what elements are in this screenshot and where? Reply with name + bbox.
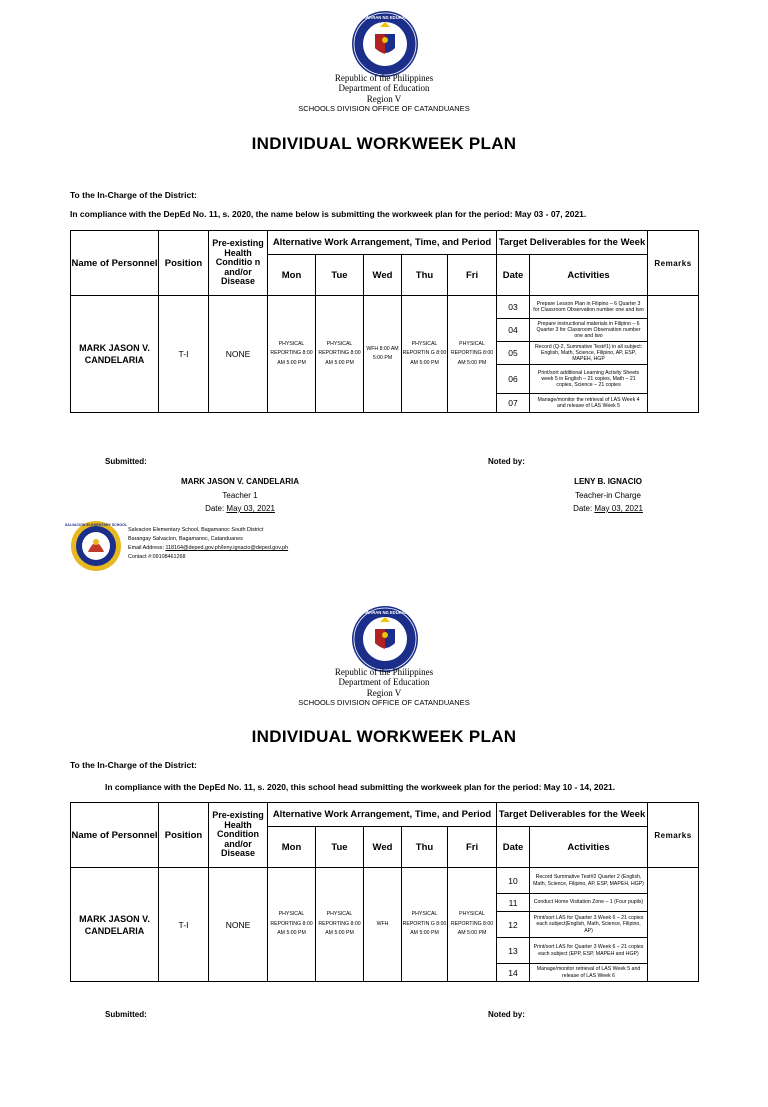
name-header: Name of Personnel bbox=[71, 803, 159, 868]
seal-lettering: KAGAWARAN NG EDUKASYON bbox=[353, 610, 417, 615]
personnel-position: T-I bbox=[159, 296, 209, 413]
submitter-date-line bbox=[140, 504, 340, 513]
noter-date-label: Date: bbox=[573, 504, 595, 513]
footer-school: Salvacion Elementary School, Bagamanoc South District bbox=[128, 527, 264, 533]
activities-header: Activities bbox=[530, 255, 648, 296]
tue-header: Tue bbox=[316, 827, 364, 868]
deliverable-activity: Print/sort additional Learning Activity Sheets week 5 in English – 21 copies, Math – 21 copies, Science – 21 copies bbox=[530, 365, 648, 394]
fri-header: Fri bbox=[448, 827, 497, 868]
activities-header: Activities bbox=[530, 827, 648, 868]
fri-schedule: PHYSICAL REPORTING 8:00 AM 5:00 PM bbox=[448, 296, 497, 413]
deliverable-date: 12 bbox=[497, 912, 530, 938]
noted-label: Noted by: bbox=[488, 1010, 525, 1019]
to-line: To the In-Charge of the District: bbox=[70, 190, 197, 200]
deliverable-activity: Manage/monitor the retrieval of LAS Week 4 and release of LAS Week 5 bbox=[530, 394, 648, 413]
noter-role: Teacher-in Charge bbox=[575, 491, 641, 500]
compliance-text: In compliance with the DepEd No. 11, s. 2020, this school head submitting the workweek plan for the period: May 10 - 14, 2021. bbox=[105, 782, 616, 792]
target-header: Target Deliverables for the Week bbox=[497, 231, 648, 255]
deliverable-activity: Record Summative Test#2 Quarter 2 (English, Math, Science, Filipino, AP, ESP, MAPEH, HGP) bbox=[530, 868, 648, 894]
deliverable-date: 05 bbox=[497, 342, 530, 365]
noter-date-line bbox=[508, 504, 708, 513]
deliverable-activity: Print/sort LAS for Quarter 3 Week 6 – 21 copies each subject (EPP, ESP, MAPEH and HGP) bbox=[530, 938, 648, 964]
mon-schedule: PHYSICAL REPORTING 8:00 AM 5:00 PM bbox=[268, 868, 316, 982]
fri-schedule: PHYSICAL REPORTING 8:00 AM 5:00 PM bbox=[448, 868, 497, 982]
noter-date: May 03, 2021 bbox=[594, 504, 643, 513]
remarks-header: Remarks bbox=[648, 803, 699, 868]
wed-header: Wed bbox=[364, 827, 402, 868]
personnel-name: MARK JASON V. CANDELARIA bbox=[71, 296, 159, 413]
deliverable-date: 11 bbox=[497, 894, 530, 912]
deliverable-activity: Prepare instructional materials in Filipino – 6 Quarter 3 for Classroom Observation number one and two bbox=[530, 319, 648, 342]
submitter-name: MARK JASON V. CANDELARIA bbox=[181, 477, 299, 486]
submitter-date: May 03, 2021 bbox=[226, 504, 275, 513]
deliverable-activity: Prepare Lesson Plan in Filipino – 6 Quarter 3 for Classroom Observation number one and two bbox=[530, 296, 648, 319]
fri-header: Fri bbox=[448, 255, 497, 296]
submitted-label: Submitted: bbox=[105, 1010, 147, 1019]
sdo-text: SCHOOLS DIVISION OFFICE OF CATANDUANES bbox=[298, 104, 470, 113]
deliverable-date: 04 bbox=[497, 319, 530, 342]
region-text: Region V bbox=[366, 688, 402, 698]
deliverable-date: 07 bbox=[497, 394, 530, 413]
deliverable-activity: Manage/monitor retrieval of LAS Week 5 and release of LAS Week 6 bbox=[530, 964, 648, 982]
seal-lettering: KAGAWARAN NG EDUKASYON bbox=[353, 15, 417, 20]
page-title: INDIVIDUAL WORKWEEK PLAN bbox=[251, 727, 517, 746]
deped-seal bbox=[351, 605, 419, 673]
footer-contact: Contact #:09108461268 bbox=[128, 554, 186, 560]
deliverable-date: 14 bbox=[497, 964, 530, 982]
footer-address: Barangay Salvacion, Bagamanoc, Catanduanes bbox=[128, 536, 243, 542]
school-logo-lettering: SALVACION ELEMENTARY SCHOOL bbox=[64, 523, 128, 527]
to-line: To the In-Charge of the District: bbox=[70, 760, 197, 770]
health-header: Pre-existing Health Condition and/or Disease bbox=[209, 803, 268, 868]
wed-header: Wed bbox=[364, 255, 402, 296]
submitted-label: Submitted: bbox=[105, 457, 147, 466]
footer-email-label: Email Address: bbox=[128, 545, 166, 551]
deliverable-activity: Record (Q-2, Summative Test#1) in all subject: English, Math, Science, Filipino, AP, ESP, MAPEH, HGP bbox=[530, 342, 648, 365]
deliverable-date: 03 bbox=[497, 296, 530, 319]
position-header: Position bbox=[159, 803, 209, 868]
deliverable-date: 13 bbox=[497, 938, 530, 964]
tue-schedule: PHYSICAL REPORTING 8:00 AM 5:00 PM bbox=[316, 868, 364, 982]
personnel-position: T-I bbox=[159, 868, 209, 982]
personnel-health: NONE bbox=[209, 868, 268, 982]
sdo-text: SCHOOLS DIVISION OFFICE OF CATANDUANES bbox=[298, 698, 470, 707]
deliverable-activity: Conduct Home Visitation Zone – 1 (Four pupils) bbox=[530, 894, 648, 912]
deliverable-date: 10 bbox=[497, 868, 530, 894]
mon-schedule: PHYSICAL REPORTING 8:00 AM 5:00 PM bbox=[268, 296, 316, 413]
date-header: Date bbox=[497, 827, 530, 868]
health-header: Pre-existing Health Conditio n and/or Disease bbox=[209, 231, 268, 296]
region-text: Region V bbox=[366, 94, 402, 104]
thu-header: Thu bbox=[402, 827, 448, 868]
compliance-text: In compliance with the DepEd No. 11, s. 2020, the name below is submitting the workweek plan for the period: May 03 - 07, 2021. bbox=[70, 209, 587, 219]
position-header: Position bbox=[159, 231, 209, 296]
tue-header: Tue bbox=[316, 255, 364, 296]
thu-schedule: PHYSICAL REPORTIN G 8:00 AM 5:00 PM bbox=[402, 296, 448, 413]
awa-header: Alternative Work Arrangement, Time, and Period bbox=[268, 231, 497, 255]
mon-header: Mon bbox=[268, 827, 316, 868]
wed-schedule: WFH 8:00 AM 5:00 PM bbox=[364, 296, 402, 413]
mon-header: Mon bbox=[268, 255, 316, 296]
remarks-cell bbox=[648, 296, 699, 413]
republic-text: Republic of the Philippines bbox=[334, 667, 434, 677]
personnel-health: NONE bbox=[209, 296, 268, 413]
personnel-name: MARK JASON V. CANDELARIA bbox=[71, 868, 159, 982]
target-header: Target Deliverables for the Week bbox=[497, 803, 648, 827]
workweek-plan-page-1 bbox=[0, 0, 768, 512]
thu-schedule: PHYSICAL REPORTIN G 8:00 AM 5:00 PM bbox=[402, 868, 448, 982]
thu-header: Thu bbox=[402, 255, 448, 296]
department-text: Department of Education bbox=[338, 83, 430, 93]
tue-schedule: PHYSICAL REPORTING 8:00 AM 5:00 PM bbox=[316, 296, 364, 413]
remarks-header: Remarks bbox=[648, 231, 699, 296]
department-text: Department of Education bbox=[338, 677, 430, 687]
submitter-date-label: Date: bbox=[205, 504, 227, 513]
workweek-table bbox=[70, 802, 699, 982]
remarks-cell bbox=[648, 868, 699, 982]
republic-text: Republic of the Philippines bbox=[334, 73, 434, 83]
noter-name: LENY B. IGNACIO bbox=[574, 477, 642, 486]
footer-email-line bbox=[128, 544, 288, 552]
workweek-table bbox=[70, 230, 699, 413]
deliverable-activity: Print/sort LAS for Quarter 3 Week 6 – 21 copies each subject(English, Math, Science, Filipino, AP) bbox=[530, 912, 648, 938]
submitter-role: Teacher 1 bbox=[222, 491, 258, 500]
date-header: Date bbox=[497, 255, 530, 296]
workweek-plan-page-2 bbox=[0, 595, 768, 1107]
deliverable-date: 06 bbox=[497, 365, 530, 394]
noted-label: Noted by: bbox=[488, 457, 525, 466]
footer-email: 118164@deped.gov.ph/leny.ignacio@deped.gov.ph bbox=[165, 545, 289, 551]
awa-header: Alternative Work Arrangement, Time, and Period bbox=[268, 803, 497, 827]
page-title: INDIVIDUAL WORKWEEK PLAN bbox=[251, 134, 517, 153]
deped-seal bbox=[351, 10, 419, 78]
school-logo bbox=[64, 520, 128, 572]
wed-schedule: WFH bbox=[364, 868, 402, 982]
name-header: Name of Personnel bbox=[71, 231, 159, 296]
